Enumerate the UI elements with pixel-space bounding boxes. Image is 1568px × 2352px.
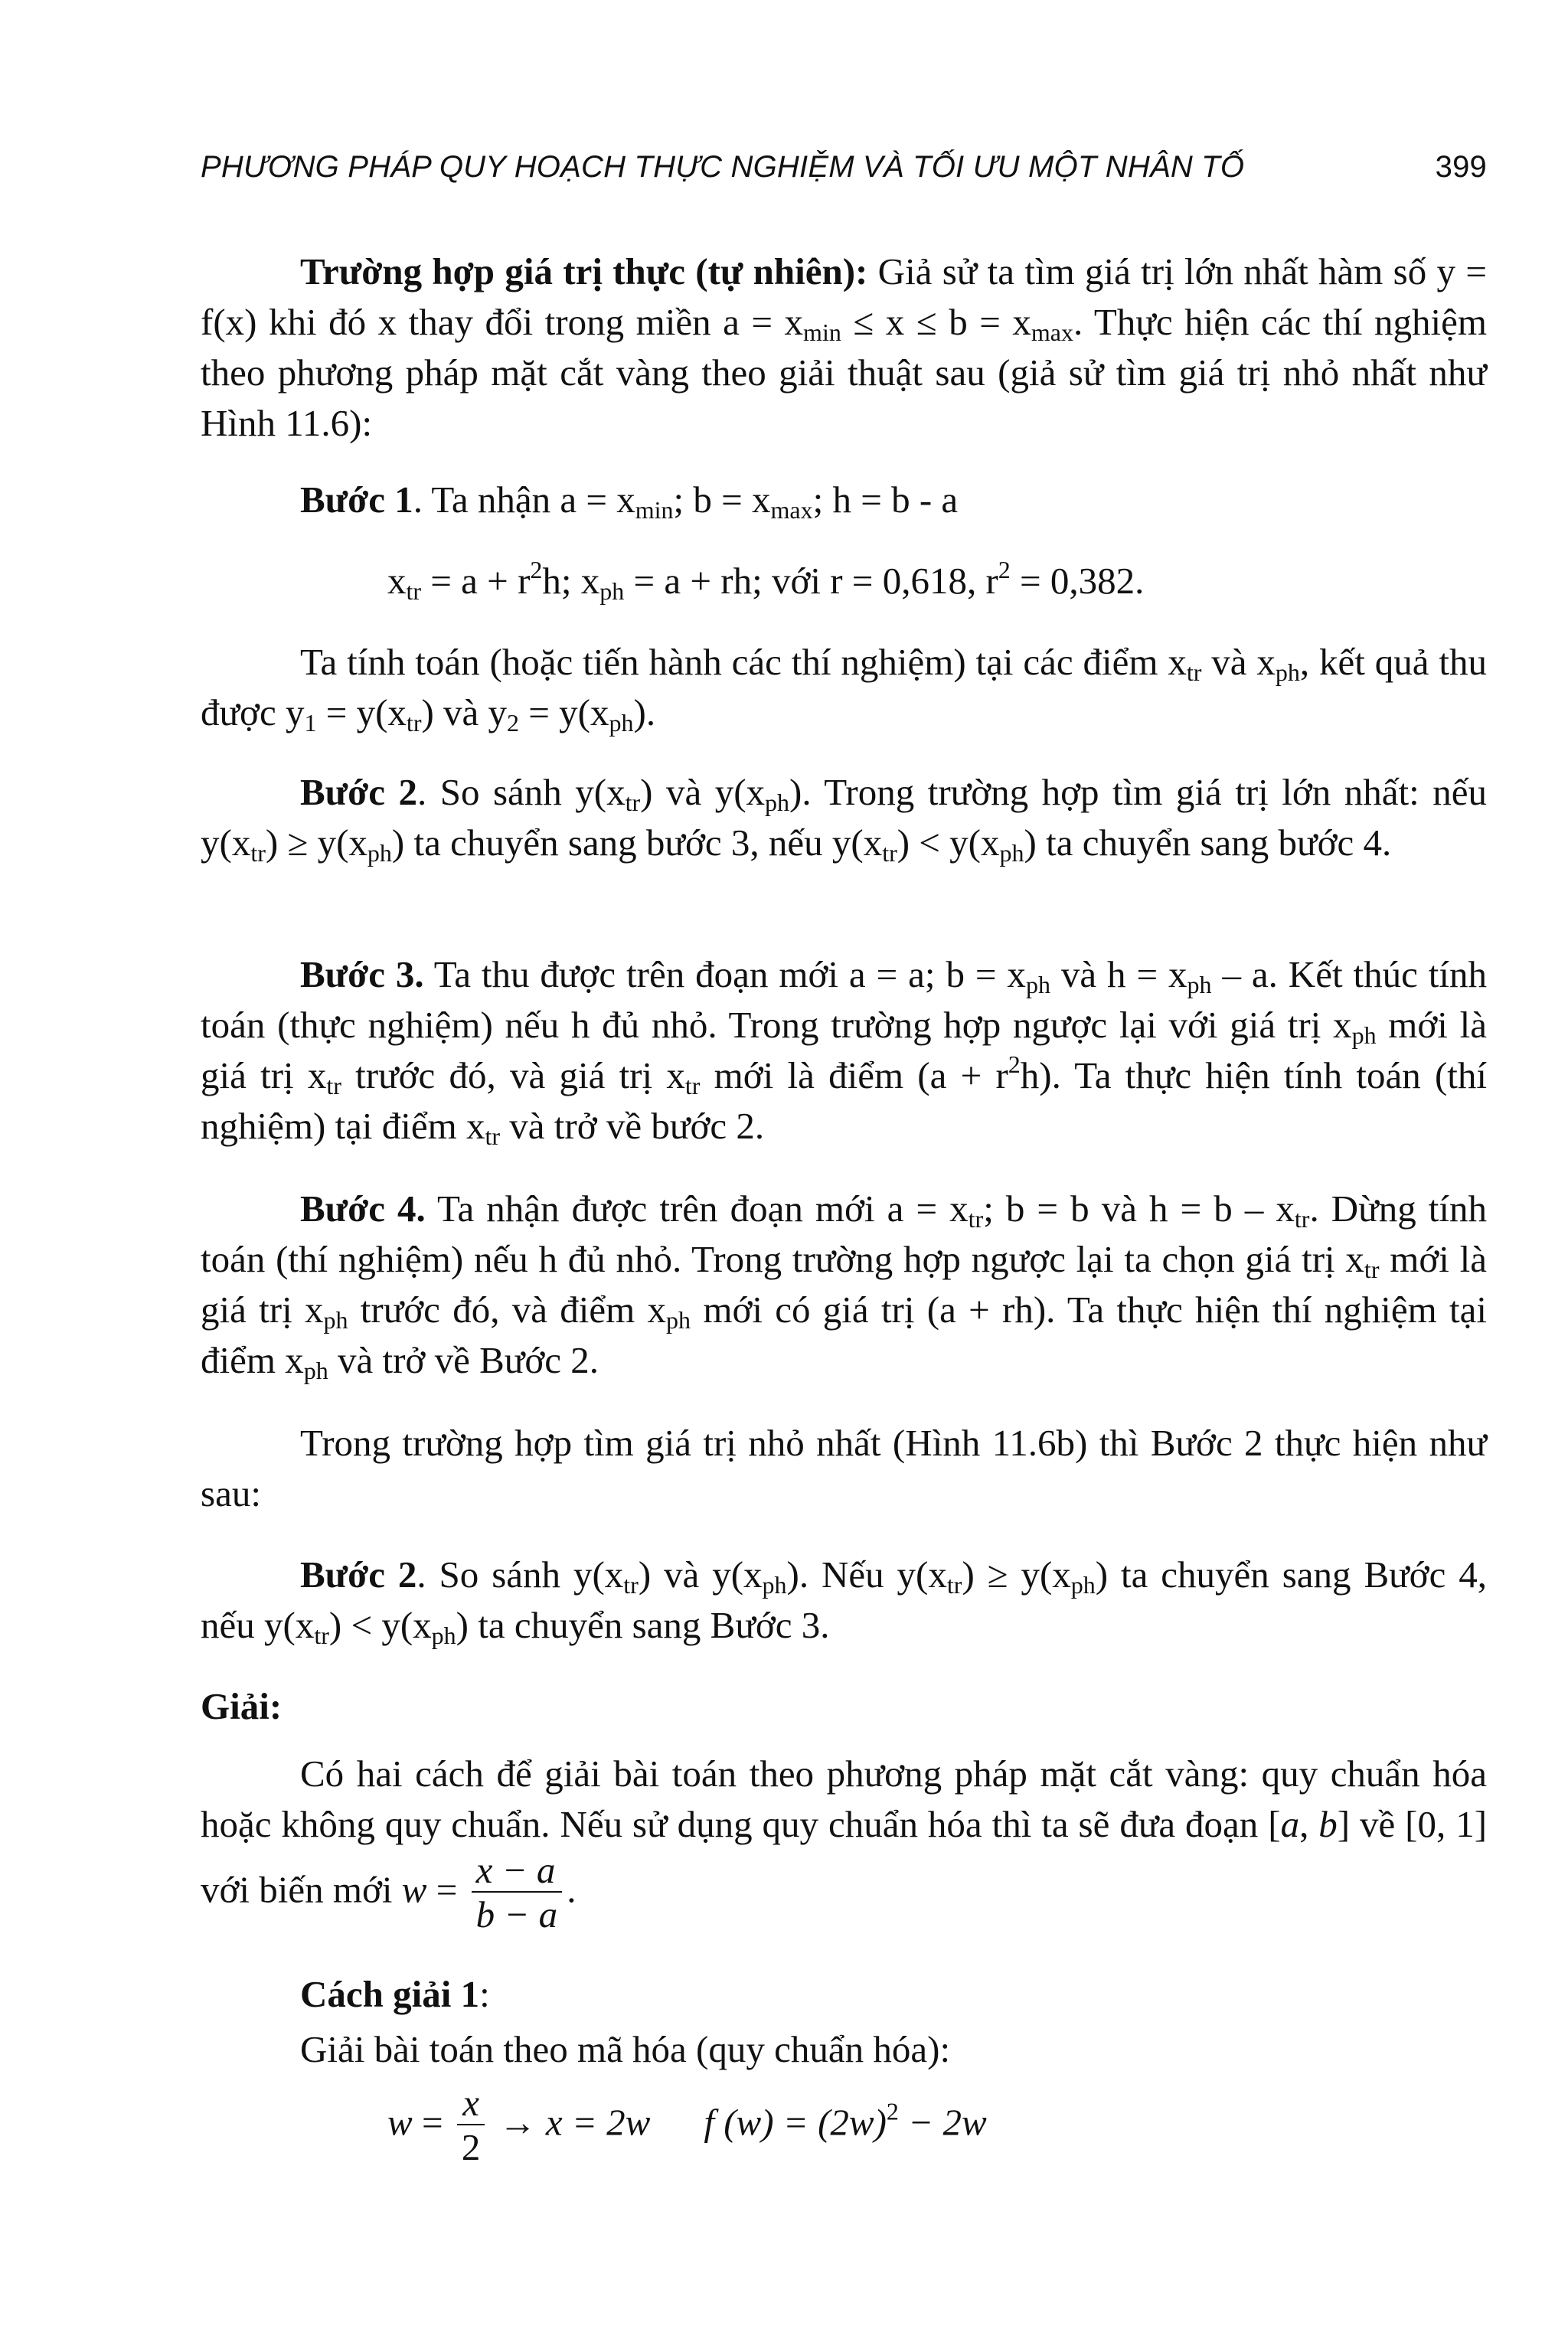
- chapter-title: PHƯƠNG PHÁP QUY HOẠCH THỰC NGHIỆM VÀ TỐI ƯU MỘT NHÂN TỐ: [201, 150, 1245, 184]
- step-3: Bước 3. Ta thu được trên đoạn mới a = a; $b = x_{ph}$ và $h = x_{ph} - a$. Kết thúc tính toán (thực nghiệm) nếu h đủ nhỏ. Trong trường hợp ngược lại với giá trị $x_{ph}$ mới là giá trị $x_{tr}$ trước đó, và giá trị $x_{tr}$ mới là điểm $(a + r^2h)$. Ta thực hiện tính toán (thí nghiệm) tại điểm $x_{tr}$ và trở về bước 2.: [201, 953, 1488, 1150]
- step-2: Bước 2. So sánh $y(x_{tr})$ và $y(x_{ph})$. Trong trường hợp tìm giá trị lớn nhất: nếu $y(x_{tr}) \ge y(x_{ph})$ ta chuyển sang bước 3, nếu $y(x_{tr}) < y(x_{ph})$ ta chuyển sang bước 4.: [201, 771, 1487, 867]
- step-2-label: Bước 2: [300, 771, 417, 813]
- paragraph-methods: Có hai cách để giải bài toán theo phương pháp mặt cắt vàng: quy chuẩn hóa hoặc không quy chuẩn. Nếu sử dụng quy chuẩn hóa thì ta sẽ đưa đoạn [a, b] về [0, 1] với biến mới w = $\frac{x - a}{b - a}$ .: [201, 1753, 1488, 1936]
- method-1-description: Giải bài toán theo mã hóa (quy chuẩn hóa):: [300, 2028, 951, 2070]
- running-header: [201, 150, 1487, 185]
- step-4: Bước 4. Ta nhận được trên đoạn mới $a = x_{tr}$; b = b và $h = b - x_{tr}$. Dừng tính toán (thí nghiệm) nếu h đủ nhỏ. Trong trường hợp ngược lại ta chọn giá trị $x_{tr}$ mới là giá trị $x_{ph}$ trước đó, và điểm $x_{ph}$ mới có giá trị (a + rh). Ta thực hiện thí nghiệm tại điểm $x_{ph}$ và trở về Bước 2.: [201, 1187, 1487, 1384]
- step-1: Bước 1. Ta nhận $a = x_{min}$; $b = x_{max}$; h = b - a: [300, 479, 959, 524]
- case-heading: Trường hợp giá trị thực (tự nhiên):: [300, 250, 868, 292]
- step-4-label: Bước 4.: [300, 1187, 426, 1230]
- fraction-normalization: $\frac{x - a}{b - a}$: [472, 1850, 563, 1937]
- paragraph-minimum-case: Trong trường hợp tìm giá trị nhỏ nhất (Hình 11.6b) thì Bước 2 thực hiện như sau:: [201, 1422, 1487, 1514]
- paragraph-real-value-case: Trường hợp giá trị thực (tự nhiên): Giả sử ta tìm giá trị lớn nhất hàm số y = f(x) khi đó x thay đổi trong miền $a = x_{min} \le x \le b = x_{max}$. Thực hiện các thí nghiệm theo phương pháp mặt cắt vàng theo giải thuật sau (giả sử tìm giá trị nhỏ nhất như Hình 11.6):: [201, 250, 1487, 444]
- formula-golden-points: $x_{tr} = a + r^2h$; $x_{ph} = a$ + rh; với r = 0,618, $r^2 = 0,382$.: [387, 556, 1145, 605]
- page-number: 399: [1435, 150, 1487, 184]
- step-2-minimum: Bước 2. So sánh $y(x_{tr})$ và $y(x_{ph})$. Nếu $y(x_{tr}) \ge y(x_{ph})$ ta chuyển sang Bước 4, nếu $y(x_{tr}) < y(x_{ph})$ ta chuyển sang Bước 3.: [201, 1553, 1488, 1649]
- solution-heading: Giải:: [201, 1685, 283, 1727]
- step-2b-label: Bước 2: [300, 1553, 417, 1596]
- fraction-x-over-2: $\frac{x}{2}$: [457, 2082, 485, 2170]
- step-1-label: Bước 1: [300, 479, 413, 521]
- formula-normalized-function: w = $\frac{x}{2}$ → x = 2w f $(w) = (2w)^2 - 2w$: [387, 2082, 987, 2168]
- method-1-heading: Cách giải 1:: [300, 1973, 490, 2015]
- paragraph-compute: Ta tính toán (hoặc tiến hành các thí nghiệm) tại các điểm $x_{tr}$ và $x_{ph}$, kết quả thu được $y_1 = y(x_{tr})$ và $y_2 = y(x_{ph})$.: [201, 641, 1487, 737]
- step-3-label: Bước 3.: [300, 953, 424, 995]
